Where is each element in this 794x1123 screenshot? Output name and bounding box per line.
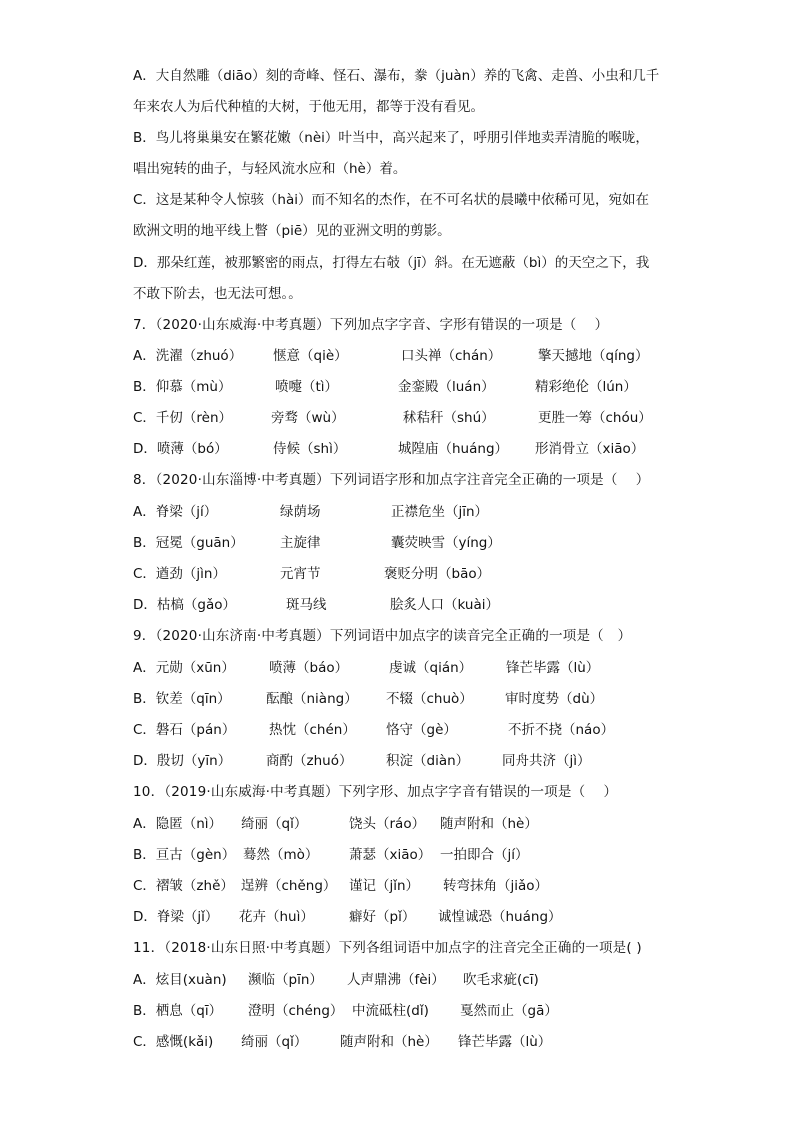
q6-option-a-line2: 年来农人为后代种植的大树，于他无用，都等于没有看见。 [133,99,484,115]
option-term: C．千仞（rèn） [133,410,233,426]
option-term: 旁骛（wù） [271,410,345,426]
option-term: 濒临（pīn） [248,972,323,988]
q6-option-d-line2: 不敢下阶去，也无法可想。。 [133,286,302,302]
option-term: 秫秸秆（shú） [403,410,495,426]
option-term: 擎天撼地（qíng） [538,348,649,364]
option-term: 吹毛求疵(cī) [463,972,539,988]
option-term: 逞辨（chěng） [241,878,337,894]
option-term: C．褶皱（zhě） [133,878,234,894]
option-term: 金銮殿（luán） [398,379,495,395]
option-term: 一拍即合（jí） [440,847,529,863]
option-term: D．喷薄（bó） [133,441,228,457]
q10-stem: 10．（2019·山东威海·中考真题）下列字形、加点字字音有错误的一项是（ ） [133,784,618,800]
option-term: 城隍庙（huáng） [398,441,509,457]
q6-option-a-line1: A．大自然雕（diāo）刻的奇峰、怪石、瀑布，豢（juàn）养的飞禽、走兽、小虫和几千 [133,68,660,84]
option-term: A．隐匿（nì） [133,816,223,832]
option-term: 同舟共济（jì） [502,753,591,769]
option-term: 人声鼎沸（fèi） [347,972,445,988]
option-term: 不辍（chuò） [386,691,473,707]
option-term: 惬意（qiè） [273,348,348,364]
q6-option-c-line1: C．这是某种令人惊骇（hài）而不知名的杰作，在不可名状的晨曦中依稀可见，宛如在 [133,192,650,208]
option-term: 精彩绝伦（lún） [535,379,637,395]
option-term: 正襟危坐（jīn） [391,504,489,520]
q6-option-b-line2: 唱出宛转的曲子，与轻风流水应和（hè）着。 [133,161,407,177]
option-term: B．冠冕（guān） [133,535,244,551]
option-term: 虔诚（qián） [389,660,473,676]
option-term: D．脊梁（jǐ） [133,909,219,925]
option-term: 形消骨立（xiāo） [535,441,645,457]
option-term: 萧瑟（xiāo） [349,847,432,863]
option-term: 不折不挠（náo） [508,722,615,738]
q9-stem: 9．（2020·山东济南·中考真题）下列词语中加点字的读音完全正确的一项是（ ） [133,628,632,644]
option-term: A．脊梁（jí） [133,504,218,520]
option-term: C．磐石（pán） [133,722,236,738]
option-term: A．元勋（xūn） [133,660,235,676]
option-term: B．钦差（qīn） [133,691,231,707]
option-term: 谨记（jǐn） [349,878,420,894]
option-term: 绮丽（qǐ） [241,1034,308,1050]
q7-stem: 7．（2020·山东威海·中考真题）下列加点字字音、字形有错误的一项是（ ） [133,317,609,333]
option-term: 侍候（shì） [273,441,347,457]
option-term: 积淀（diàn） [386,753,470,769]
option-term: 锋芒毕露（lù） [506,660,600,676]
option-term: 恪守（gè） [386,722,457,738]
option-term: 酝酿（niàng） [266,691,358,707]
q11-stem: 11．（2018·山东日照·中考真题）下列各组词语中加点字的注音完全正确的一项是( ) [133,940,642,956]
option-term: 戛然而止（gā） [460,1003,558,1019]
option-term: D．殷切（yīn） [133,753,232,769]
option-term: 锋芒毕露（lù） [458,1034,552,1050]
option-term: 随声附和（hè） [340,1034,438,1050]
option-term: 热忱（chén） [269,722,356,738]
option-term: 囊荧映雪（yíng） [391,535,501,551]
option-term: 随声附和（hè） [440,816,538,832]
option-term: 中流砥柱(dǐ) [352,1003,429,1019]
option-term: 主旋律 [280,535,321,551]
option-term: 澄明（chéng） [248,1003,344,1019]
option-term: 商酌（zhuó） [266,753,353,769]
option-term: 饶头（ráo） [349,816,426,832]
option-term: C．遒劲（jìn） [133,566,226,582]
option-term: 口头禅（chán） [401,348,502,364]
option-term: 花卉（huì） [239,909,314,925]
option-term: B．仰慕（mù） [133,379,232,395]
option-term: 脍炙人口（kuài） [390,597,499,613]
q6-option-b-line1: B．鸟儿将巢巢安在繁花嫩（nèi）叶当中，高兴起来了，呼朋引伴地卖弄清脆的喉咙， [133,130,649,146]
option-term: 元宵节 [280,566,321,582]
option-term: 褒贬分明（bāo） [384,566,491,582]
option-term: D．枯槁（gǎo） [133,597,236,613]
option-term: 喷薄（báo） [269,660,349,676]
q6-option-c-line2: 欧洲文明的地平线上瞥（piē）见的亚洲文明的剪影。 [133,223,451,239]
option-term: 斑马线 [286,597,327,613]
option-term: 喷嚏（tì） [275,379,339,395]
option-term: A．洗濯（zhuó） [133,348,243,364]
option-term: 绮丽（qǐ） [241,816,308,832]
q8-stem: 8．（2020·山东淄博·中考真题）下列词语字形和加点字注音完全正确的一项是（ ） [133,472,650,488]
option-term: 审时度势（dù） [505,691,604,707]
option-term: C．感慨(kǎi) [133,1034,214,1050]
option-term: 癖好（pǐ） [349,909,416,925]
q6-option-d-line1: D．那朵红莲，被那繁密的雨点，打得左右攲（jī）斜。在无遮蔽（bì）的天空之下，我 [133,255,650,271]
option-term: B．亘古（gèn） [133,847,236,863]
option-term: B．栖息（qī） [133,1003,223,1019]
option-term: 转弯抹角（jiǎo） [443,878,549,894]
option-term: 绿荫场 [280,504,321,520]
option-term: 更胜一筹（chóu） [538,410,652,426]
option-term: 诚惶诚恐（huáng） [438,909,562,925]
option-term: 蓦然（mò） [243,847,319,863]
option-term: A．炫目(xuàn) [133,972,227,988]
